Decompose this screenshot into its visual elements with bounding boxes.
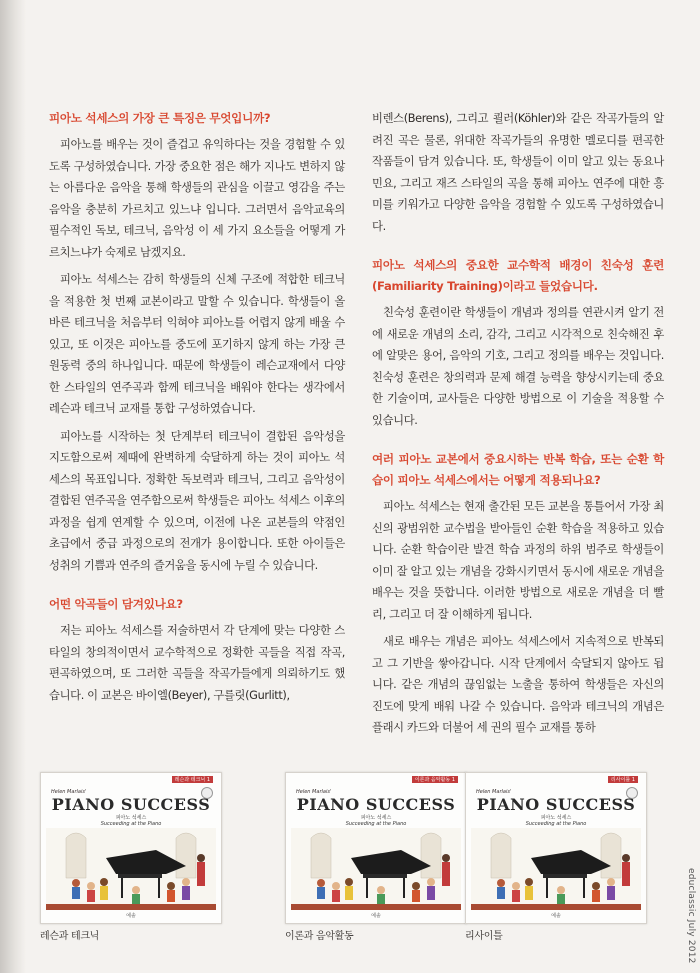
book-covers-row [40, 772, 665, 942]
cover-tag: 레슨과 테크닉 1 [172, 776, 213, 783]
paragraph: 피아노를 시작하는 첫 단계부터 테크닉이 결합된 음악성을 지도함으로써 제때에 완벽하게 숙달하게 하는 것이 피아노 석세스의 목표입니다. 정확한 독보력과 테크닉, 그리고 음악성이 결합된 연주곡을 연주함으로써 학생들은 피아노 석세스 이후의 과정을 쉽게 연계할 수 있으며, 이전에 나온 교본들의 약점인 초급에서 중급 과정으로의 전개가 용이합니다. 또한 아이들은 성취의 기쁨과 연주의 즐거움을 동시에 누릴 수 있습니다. [49, 429, 345, 572]
cover-caption: 이론과 음악활동 [285, 931, 354, 942]
cover-subtitle-ko: 피아노 석세스 [115, 815, 147, 821]
cover-series: Helen Marlais' [296, 789, 332, 795]
cover-subtitle-en: Succeeding at the Piano [525, 821, 587, 827]
cover-subtitle-ko: 피아노 석세스 [360, 815, 392, 821]
left-column [49, 108, 345, 712]
section-heading-repertoire: 어떤 악곡들이 담겨있나요? [49, 597, 183, 611]
book-cover-lesson-technique [40, 772, 222, 924]
section-heading-familiarity: 피아노 석세스의 중요한 교수학적 배경이 친숙성 훈련(Familiarity Training)이라고 들었습니다. [372, 258, 664, 293]
section-heading-features: 피아노 석세스의 가장 큰 특징은 무엇입니까? [49, 111, 271, 125]
cover-subtitle-ko: 피아노 석세스 [540, 815, 572, 821]
right-column [372, 108, 664, 745]
cover-publisher: 예솔 [126, 913, 136, 919]
book-cover-recital [465, 772, 647, 924]
cover-publisher: 예솔 [551, 913, 561, 919]
cover-tag: 리사이틀 1 [608, 776, 638, 783]
cover-caption: 리사이틀 [465, 931, 503, 942]
paragraph: 새로 배우는 개념은 피아노 석세스에서 지속적으로 반복되고 그 기반을 쌓아갑니다. 시작 단계에서 숙달되지 않아도 됩니다. 같은 개념의 끊임없는 노출을 통하여 학생들은 자신의 진도에 맞게 배워 나갈 수 있습니다. 음악과 테크닉의 개념은 플래시 카드와 더불어 세 권의 필수 교재를 통하 [372, 635, 664, 734]
cover-publisher: 예솔 [371, 913, 381, 919]
paragraph: 피아노 석세스는 현재 출간된 모든 교본을 통틀어서 가장 최신의 광범위한 교수법을 받아들인 순환 학습을 적용하고 있습니다. 순환 학습이란 발견 학습 과정의 하위 범주로 학생들이 이미 잘 알고 있는 개념을 강화시키면서 동시에 새로운 개념을 배우는 것을 뜻합니다. 이러한 방법으로 새로운 개념을 더 빨리, 그리고 더 잘 이해하게 됩니다. [372, 500, 664, 621]
paragraph-continuation: 비렌스(Berens), 그리고 쾰러(Köhler)와 같은 작곡가들의 알려진 곡은 물론, 위대한 작곡가들의 유명한 멜로디를 편곡한 작품들이 담겨 있습니다. 또, 학생들이 이미 알고 있는 동요나 민요, 그리고 재즈 스타일의 곡을 통해 피아노 연주에 대한 흥미를 키워가고 다양한 음악을 경험할 수 있도록 구성하였습니다. [372, 112, 664, 233]
cover-subtitle-en: Succeeding at the Piano [345, 821, 407, 827]
section-heading-spiral-learning: 여러 피아노 교본에서 중요시하는 반복 학습, 또는 순환 학습이 피아노 석세스에서는 어떻게 적용되나요? [372, 452, 664, 487]
paragraph: 피아노 석세스는 감히 학생들의 신체 구조에 적합한 테크닉을 적용한 첫 번째 교본이라고 말할 수 있습니다. 학생들이 올바른 테크닉을 처음부터 익혀야 피아노를 어렵지 않게 배울 수 있고, 또 이것은 피아노를 중도에 포기하지 않게 하는 가장 큰 원동력 중의 하나입니다. 때문에 학생들이 레슨교재에서 다양한 스타일의 연주곡과 함께 테크닉을 배워야 한다는 생각에서 레슨과 테크닉 교재를 통합 구성하였습니다. [49, 273, 345, 415]
paragraph: 친숙성 훈련이란 학생들이 개념과 정의를 연관시켜 알기 전에 새로운 개념의 소리, 감각, 그리고 시각적으로 친숙해진 후에 알맞은 용어, 음악의 기호, 그리고 정의를 배우는 것입니다. 친숙성 훈련은 창의력과 문제 해결 능력을 향상시키는데 중요한 기술이며, 교사들은 다양한 방법으로 이 기술을 적용할 수 있습니다. [372, 306, 664, 427]
cover-series: Helen Marlais' [51, 789, 87, 795]
side-footer: educlassic July 2012 [686, 868, 696, 964]
cover-caption: 레슨과 테크닉 [40, 931, 100, 942]
cover-tag: 이론과 음악활동 1 [412, 776, 458, 783]
page-gutter-shade [0, 0, 26, 973]
cover-title: PIANO SUCCESS [476, 795, 636, 814]
piano-children-illustration [46, 828, 216, 910]
paragraph: 저는 피아노 석세스를 저술하면서 각 단계에 맞는 다양한 스타일의 창의적이면서 교수학적으로 정확한 곡들을 직접 작곡, 편곡하였으며, 또 그러한 곡들을 작곡가들에게 의뢰하기도 했습니다. 이 교본은 바이엘(Beyer), 구를릿(Gurlitt), [49, 624, 345, 702]
cover-series: Helen Marlais' [476, 789, 512, 795]
cover-title: PIANO SUCCESS [296, 795, 456, 814]
paragraph: 피아노를 배우는 것이 즐겁고 유익하다는 것을 경험할 수 있도록 구성하였습니다. 가장 중요한 점은 해가 지나도 변하지 않는 아름다운 음악을 통해 학생들의 관심을 이끌고 영감을 주는 음악을 충분히 가르치고 있느냐 입니다. 그러면서 음악교육의 필수적인 독보, 테크닉, 음악성 이 세 가지 요소들을 어떻게 가르치느냐가 숙제로 남겠지요. [49, 138, 345, 259]
cover-title: PIANO SUCCESS [51, 795, 211, 814]
book-cover-theory-activity [285, 772, 467, 924]
piano-children-illustration [291, 828, 461, 910]
cover-subtitle-en: Succeeding at the Piano [100, 821, 162, 827]
piano-children-illustration [471, 828, 641, 910]
